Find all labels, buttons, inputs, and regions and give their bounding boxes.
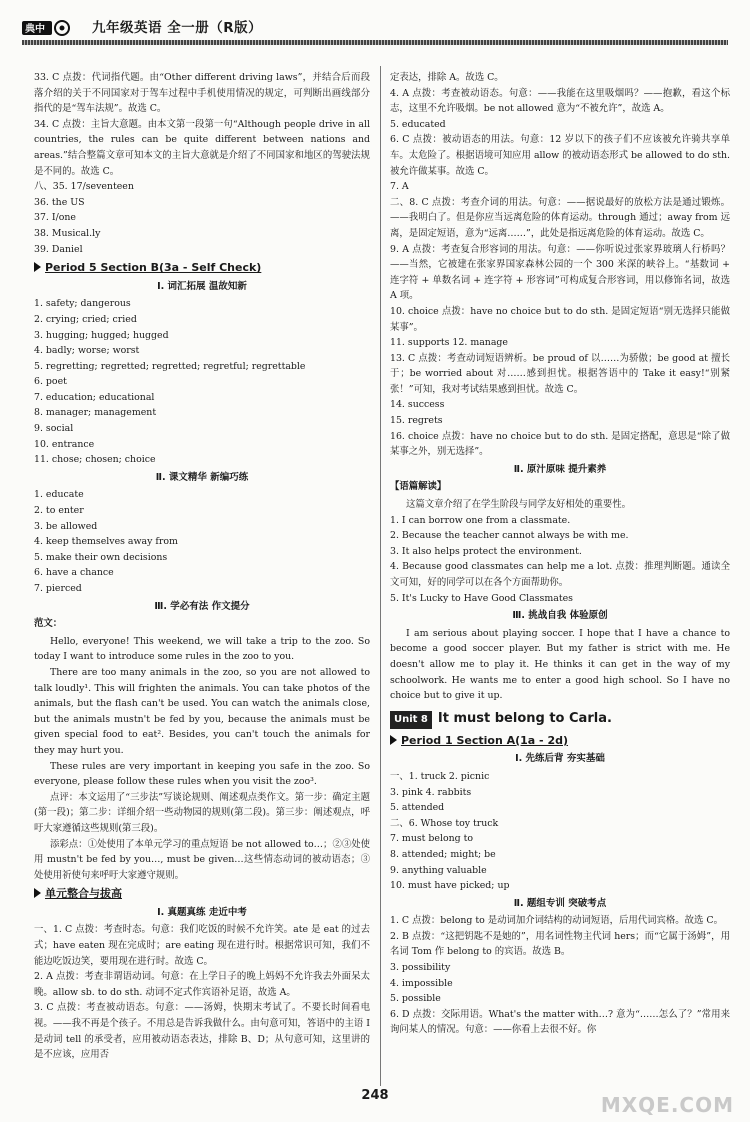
answer-line: 7. must belong to [390, 833, 474, 845]
answer-item: 34. C 点拨：主旨大意题。由本文第一段第一句“Although people drive in all countries, the rules can be quite different between nations and areas.”结合整篇文章可知本文的主旨大意就是介绍了不同国家和地区的驾驶法规是不同的。故选 C。 [34, 118, 370, 177]
answer-line: 7. education; educational [34, 391, 155, 403]
answer-line: 7. pierced [34, 583, 82, 594]
subsection-heading: Ⅱ. 原汁原味 提升素养 [513, 463, 607, 475]
paragraph: Hello, everyone! This weekend, we will take a trip to the zoo. So today I want to introduce some rules in the zoo to you. [34, 635, 370, 663]
answer-line: 7. A [390, 181, 409, 193]
answer-line: 36. the US [34, 196, 85, 208]
answer-line: 11. chose; chosen; choice [34, 454, 156, 466]
triangle-bullet-icon [390, 735, 397, 745]
subsection-heading: Ⅲ. 挑战自我 体验原创 [512, 610, 608, 622]
label-heading: 范文： [34, 618, 63, 630]
answer-line: 5. make their own decisions [34, 551, 168, 563]
answer-line: 4. keep themselves away from [34, 536, 178, 548]
answer-line: 6. have a chance [34, 567, 114, 579]
triangle-bullet-icon [34, 888, 41, 898]
answer-line: 15. regrets [390, 415, 443, 427]
answer-item: 6. D 点拨：交际用语。What's the matter with…? 意为“……怎么了？”常用来询问某人的情况。句意：——你看上去很不好。你 [390, 1008, 730, 1036]
answer-line: 2. Because the teacher cannot always be with me. [390, 530, 629, 542]
paragraph: I am serious about playing soccer. I hope that I have a chance to become a good soccer player. But my father is strict with me. He doesn't allow me to play it. He thinks it can get in the way of my schoolwork. He wants me to enter a good high school. So I have no choice but to give it up. [390, 627, 730, 702]
unit-title: It must belong to Carla. [437, 710, 612, 726]
answer-line: 1. I can borrow one from a classmate. [390, 514, 571, 526]
answer-line: 8. manager; management [34, 407, 157, 419]
answer-line: 3. pink 4. rabbits [390, 786, 472, 798]
answer-line: 38. Musical.ly [34, 227, 101, 239]
answer-line: 5. educated [390, 118, 446, 130]
answer-line: 6. poet [34, 376, 67, 388]
answer-line: 5. It's Lucky to Have Good Classmates [390, 592, 573, 604]
answer-line: 5. attended [390, 802, 445, 814]
answer-line: 二、6. Whose toy truck [390, 817, 499, 829]
answer-line: 5. possible [390, 993, 441, 1005]
answer-item: 16. choice 点拨：have no choice but to do sth. 是固定搭配，意思是“除了做某事之外，别无选择”。 [390, 430, 730, 458]
section-heading-label: Period 5 Section B(3a - Self Check) [45, 261, 262, 275]
paragraph: 添彩点：①处使用了本单元学习的重点短语 be not allowed to…；②③处使用 mustn't be fed by you…, must be given…这些情态动词的被动语态；③处使用祈使句来呼吁大家遵守规则。 [34, 838, 370, 881]
answer-item: 4. A 点拨：考查被动语态。句意：——我能在这里吸烟吗？——抱歉，看这个标志，这里不允许吸烟。be not allowed 意为“不被允许”，故选 A。 [390, 87, 730, 115]
label-heading: 【语篇解读】 [390, 481, 447, 493]
left-column [34, 70, 370, 1063]
svg-text:典中: 典中 [25, 24, 45, 35]
triangle-bullet-icon [34, 262, 41, 272]
paragraph: 点评：本文运用了“三步法”写谈论规则、阐述观点类作文。第一步：确定主题(第一段)；第二步：详细介绍一些动物园的规则(第二段)。第三步：阐述观点，呼吁大家遵循这些规则(第三段)。 [34, 791, 370, 834]
answer-line: 3. possibility [390, 962, 451, 974]
answer-line: 9. social [34, 423, 74, 435]
answer-line: 1. safety; dangerous [34, 298, 131, 310]
answer-line: 5. regretting; regretted; regretted; regretful; regrettable [34, 360, 306, 372]
answer-item: 4. Because good classmates can help me a lot. 点拨：推理判断题。通读全文可知，好的同学可以在各个方面帮助你。 [390, 561, 730, 588]
answer-line: 3. hugging; hugged; hugged [34, 329, 169, 341]
answer-line: 4. impossible [390, 977, 453, 989]
answer-line: 10. entrance [34, 438, 95, 450]
paragraph: 这篇文章介绍了在学生阶段与同学友好相处的重要性。 [406, 499, 632, 511]
paragraph: There are too many animals in the zoo, so you are not allowed to talk loudly¹. This will frighten the animals. You can take photos of the animals, but the flash can't be used. You can watch the animals close, but the animals mustn't be fed by you, because the animals must be given special food to eat². Besides, you can't touch the animals for they may hurt you. [34, 666, 370, 756]
page-header [22, 18, 728, 40]
unit-heading [390, 710, 730, 729]
answer-item: 3. C 点拨：考查被动语态。句意：——汤姆，快期末考试了。不要长时间看电视。——我不再是个孩子。不用总是告诉我做什么。由句意可知，答语中的主语 I 是动词 tell 的承受者，应用被动语态表达，排除 B、D；从句意可知，这里讲的是不应该，应用否 [34, 1002, 370, 1061]
section-heading-label: 单元整合与拔高 [45, 887, 122, 901]
paragraph: These rules are very important in keeping you safe in the zoo. So everyone, please follow these rules when you visit the zoo³. [34, 760, 370, 788]
answer-line: 39. Daniel [34, 243, 83, 255]
answer-line: 37. I/one [34, 212, 76, 224]
answer-item: 9. A 点拨：考查复合形容词的用法。句意：——你听说过张家界玻璃人行桥吗？——当然，它被建在张家界国家森林公园的一个 300 米深的峡谷上。“基数词 + 连字符 + 单数名词 + 连字符 + 形容词”可构成复合形容词，用以修饰名词，故选 A 项。 [390, 243, 730, 302]
watermark: MXQE.COM [600, 1093, 734, 1118]
answer-line: 8. attended; might; be [390, 848, 496, 860]
section-heading [34, 260, 370, 276]
answer-line: 11. supports 12. manage [390, 337, 508, 349]
answer-item: 1. C 点拨：belong to 是动词加介词结构的动词短语，后用代词宾格。故选 C。 [390, 915, 723, 927]
subsection-heading: Ⅰ. 词汇拓展 温故知新 [157, 280, 247, 292]
answer-item: 2. A 点拨：考查非谓语动词。句意：在上学日子的晚上妈妈不允许我去外面呆太晚。allow sb. to do sth. 动词不定式作宾语补足语，故选 A。 [34, 971, 370, 998]
subsection-heading: Ⅰ. 先练后背 夯实基础 [515, 753, 605, 765]
answer-item: 二、8. C 点拨：考查介词的用法。句意：——据说最好的放松方法是通过锻炼。——我明白了。但是你应当远离危险的体育运动。through 通过；away from 远离，是固定短语，意为“远离……”，此处是指远离危险的体育运动。故选 C。 [390, 196, 730, 239]
unit-tag: Unit 8 [390, 711, 432, 729]
answer-line: 2. crying; cried; cried [34, 313, 137, 325]
answer-item: 6. C 点拨：被动语态的用法。句意：12 岁以下的孩子们不应该被允许骑共享单车。太危险了。根据语境可知应用 allow 的被动语态形式 be allowed to do sth. 被允许做某事。故选 C。 [390, 134, 730, 177]
answer-line: 2. to enter [34, 505, 84, 517]
answer-line: 4. badly; worse; worst [34, 345, 140, 357]
answer-line: 1. educate [34, 489, 84, 501]
answer-item: 10. choice 点拨：have no choice but to do sth. 是固定短语“别无选择只能做某事”。 [390, 305, 730, 333]
answer-line: 9. anything valuable [390, 864, 487, 876]
answer-item: 2. B 点拨：“这把钥匙不是她的”，用名词性物主代词 hers；而“它属于汤姆”，用名词 Tom 作 belong to 的宾语。故选 B。 [390, 930, 730, 958]
answer-line: 3. It also helps protect the environment. [390, 545, 582, 557]
answer-item: 13. C 点拨：考查动词短语辨析。be proud of 以……为骄傲；be good at 擅长于；be worried about 对……感到担忧。根据答语中的 Take it easy!“别紧张！”可知，我对考试结果感到担忧。故选 C。 [390, 352, 730, 395]
answer-line: 10. must have picked; up [390, 880, 510, 892]
subsection-heading: Ⅰ. 真题真练 走近中考 [157, 906, 247, 918]
subsection-heading: Ⅱ. 课文精华 新编巧练 [155, 471, 249, 483]
page-number: 248 [361, 1088, 389, 1103]
book-title: 九年级英语 全一册（R版） [92, 20, 263, 36]
right-column [390, 70, 730, 1038]
answer-line: 一、1. truck 2. picnic [390, 770, 490, 782]
subsection-heading: Ⅱ. 题组专训 突破考点 [513, 897, 607, 909]
answer-line: 3. be allowed [34, 520, 98, 532]
subsection-heading: Ⅲ. 学必有法 作文提分 [154, 600, 250, 612]
answer-line: 八、35. 17/seventeen [34, 181, 134, 193]
section-heading-label: Period 1 Section A(1a - 2d) [401, 733, 569, 747]
section-heading [390, 733, 730, 749]
answer-item: 33. C 点拨：代词指代题。由“Other different driving laws”，并结合后而段落介绍的关于不同国家对于驾车过程中手机使用情况的规定，可判断出画线部分指代的是“驾车法规”。故选 C。 [34, 72, 370, 115]
header-rule [22, 40, 728, 45]
book-logo-icon [22, 18, 88, 38]
answer-line: 14. success [390, 399, 445, 411]
column-divider [380, 66, 381, 1086]
answer-item: 定表达，排除 A。故选 C。 [390, 72, 504, 83]
answer-item: 一、1. C 点拨：考查时态。句意：我们吃饭的时候不允许笑。ate 是 eat 的过去式；have eaten 现在完成时；are eating 现在进行时。根据常识可知，我们不能边吃饭边笑，要用现在进行时。故选 C。 [34, 924, 370, 967]
section-heading [34, 886, 370, 902]
